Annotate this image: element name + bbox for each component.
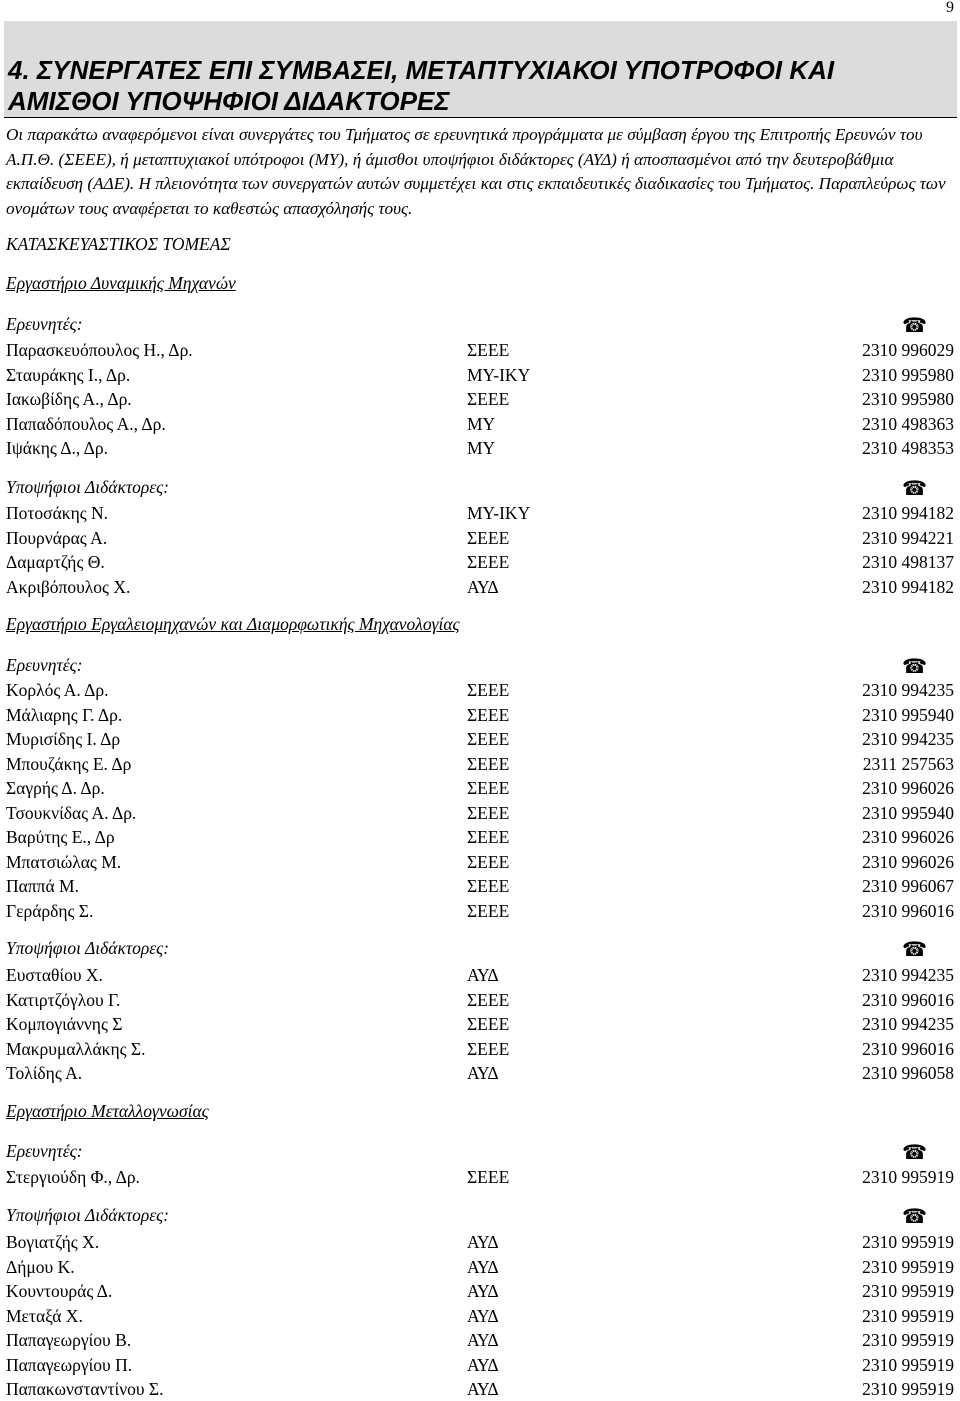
list-item [0,776,960,800]
phone-number: 2310 994221 [862,527,954,548]
list-item [0,727,960,751]
employment-status: ΣΕΕΕ [467,729,510,749]
employment-status: ΣΕΕΕ [467,989,510,1010]
employment-status: ΣΕΕΕ [467,389,510,409]
employment-status: ΑΥΔ [467,1256,499,1277]
phone-icon: ☎ [902,1140,927,1164]
phone-number: 2310 995919 [862,1256,954,1277]
person-name: Παπαδόπουλος Α., Δρ. [6,413,166,434]
list-item [0,899,960,923]
group-label: Υποψήφιοι Διδάκτορες: [6,1205,170,1225]
list-item [0,1165,960,1189]
employment-status: ΣΕΕΕ [467,1167,510,1187]
phone-number: 2310 994235 [862,729,954,749]
person-name: Τσουκνίδας Α. Δρ. [6,802,137,823]
employment-status: ΑΥΔ [467,1305,499,1326]
employment-status: ΑΥΔ [467,965,499,985]
person-name: Δαμαρτζής Θ. [6,552,105,572]
phone-number: 2310 995919 [862,1379,954,1399]
list-item [0,436,960,460]
group-label: Ερευνητές: [6,314,83,334]
list-item [0,1012,960,1036]
phone-icon: ☎ [902,313,927,337]
phone-number: 2310 498363 [862,413,954,434]
list-item [0,752,960,776]
phone-number: 2310 995940 [862,704,954,725]
lab-title: Εργαστήριο Μεταλλογνωσίας [6,1101,209,1121]
lab-title: Εργαστήριο Εργαλειομηχανών και Διαμορφωτικής Μηχανολογίας [6,614,460,634]
employment-status: ΣΕΕΕ [467,680,510,700]
person-name: Δήμου Κ. [6,1256,75,1277]
phone-number: 2310 996026 [862,778,954,798]
group-label: Υποψήφιοι Διδάκτορες: [6,938,170,958]
person-name: Μακρυμαλλάκης Σ. [6,1038,146,1059]
list-item [0,1377,960,1401]
employment-status: ΑΥΔ [467,1063,499,1083]
person-name: Παπαγεωργίου Β. [6,1330,132,1350]
list-item [0,1037,960,1061]
person-name: Ποτοσάκης Ν. [6,503,109,523]
list-item [0,501,960,525]
list-item [0,1255,960,1279]
list-item [0,1279,960,1303]
person-name: Μάλιαρης Γ. Δρ. [6,704,123,725]
person-name: Μπουζάκης Ε. Δρ [6,753,132,774]
employment-status: ΑΥΔ [467,1354,499,1375]
person-name: Σαγρής Δ. Δρ. [6,778,105,798]
person-name: Παπαγεωργίου Π. [6,1354,133,1375]
phone-number: 2310 996067 [862,876,954,896]
employment-status: ΣΕΕΕ [467,753,510,774]
employment-status: ΣΕΕΕ [467,827,510,847]
employment-status: ΑΥΔ [467,1379,499,1399]
list-item [0,801,960,825]
person-name: Ιακωβίδης Α., Δρ. [6,389,132,409]
phone-number: 2310 995919 [862,1330,954,1350]
person-name: Παππά Μ. [6,876,79,896]
list-item [0,1230,960,1254]
person-name: Παρασκευόπουλος Η., Δρ. [6,340,193,360]
phone-number: 2310 994182 [862,576,954,597]
phone-number: 2310 996026 [862,827,954,847]
phone-number: 2310 498137 [862,552,954,572]
group-label: Υποψήφιοι Διδάκτορες: [6,477,170,497]
person-name: Ευσταθίου Χ. [6,965,103,985]
group-label: Ερευνητές: [6,1141,83,1161]
employment-status: ΣΕΕΕ [467,1038,510,1059]
person-name: Γεράρδης Σ. [6,900,94,921]
phone-icon: ☎ [902,654,927,678]
phone-number: 2310 996016 [862,900,954,921]
phone-number: 2310 995919 [862,1305,954,1326]
person-name: Στεργιούδη Φ., Δρ. [6,1167,140,1187]
person-name: Σταυράκης Ι., Δρ. [6,364,131,385]
phone-number: 2310 994235 [862,965,954,985]
person-name: Βαρύτης Ε., Δρ [6,827,115,847]
phone-number: 2310 995919 [862,1281,954,1301]
phone-number: 2310 996016 [862,1038,954,1059]
employment-status: ΣΕΕΕ [467,802,510,823]
phone-icon: ☎ [902,476,927,500]
phone-number: 2310 994235 [862,680,954,700]
list-item [0,575,960,599]
employment-status: ΜΥ-ΙΚΥ [467,503,531,523]
list-item [0,387,960,411]
person-name: Κορλός Α. Δρ. [6,680,109,700]
employment-status: ΜΥ-ΙΚΥ [467,364,531,385]
person-name: Μεταξά Χ. [6,1305,83,1326]
employment-status: ΣΕΕΕ [467,340,510,360]
list-item [0,1328,960,1352]
person-name: Ακριβόπουλος Χ. [6,576,131,597]
employment-status: ΜΥ [467,413,496,434]
employment-status: ΣΕΕΕ [467,704,510,725]
list-item [0,850,960,874]
list-item [0,1061,960,1085]
list-item [0,1353,960,1377]
list-item [0,963,960,987]
list-item [0,526,960,550]
person-name: Παπακωνσταντίνου Σ. [6,1379,164,1399]
employment-status: ΣΕΕΕ [467,851,510,872]
page-number: 9 [946,0,954,16]
section-heading: 4. ΣΥΝΕΡΓΑΤΕΣ ΕΠΙ ΣΥΜΒΑΣΕΙ, ΜΕΤΑΠΤΥΧΙΑΚΟΙ ΥΠΟΤΡΟΦΟΙ ΚΑΙ ΑΜΙΣΘΟΙ ΥΠΟΨΗΦΙΟΙ ΔΙΔΑΚΤΟΡΕΣ [8,55,835,116]
phone-number: 2310 995980 [862,364,954,385]
list-item [0,1304,960,1328]
employment-status: ΣΕΕΕ [467,527,510,548]
lab-title: Εργαστήριο Δυναμικής Μηχανών [6,273,236,293]
phone-number: 2310 995919 [862,1354,954,1375]
phone-number: 2310 994235 [862,1014,954,1034]
phone-number: 2310 995940 [862,802,954,823]
employment-status: ΑΥΔ [467,1330,499,1350]
employment-status: ΑΥΔ [467,576,499,597]
employment-status: ΣΕΕΕ [467,876,510,896]
phone-number: 2310 996016 [862,989,954,1010]
phone-number: 2310 996026 [862,851,954,872]
person-name: Μπατσιώλας Μ. [6,851,122,872]
employment-status: ΣΕΕΕ [467,552,510,572]
phone-number: 2310 995919 [862,1167,954,1187]
person-name: Ιψάκης Δ., Δρ. [6,438,109,458]
phone-icon: ☎ [902,937,927,961]
person-name: Κομπογιάννης Σ [6,1014,123,1034]
list-item [0,825,960,849]
phone-number: 2310 996029 [862,340,954,360]
employment-status: ΑΥΔ [467,1232,499,1252]
person-name: Τολίδης Α. [6,1063,83,1083]
person-name: Βογιατζής Χ. [6,1232,100,1252]
phone-icon: ☎ [902,1204,927,1228]
phone-number: 2310 995980 [862,389,954,409]
employment-status: ΣΕΕΕ [467,1014,510,1034]
list-item [0,703,960,727]
person-name: Κατιρτζόγλου Γ. [6,989,121,1010]
phone-number: 2311 257563 [862,753,954,774]
list-item [0,874,960,898]
phone-number: 2310 996058 [862,1063,954,1083]
list-item [0,550,960,574]
group-label: Ερευνητές: [6,655,83,675]
list-item [0,678,960,702]
phone-number: 2310 994182 [862,503,954,523]
employment-status: ΑΥΔ [467,1281,499,1301]
intro-paragraph: Οι παρακάτω αναφερόμενοι είναι συνεργάτες του Τμήματος σε ερευνητικά προγράμματα με σύμβαση έργου της Επιτροπής Ερευνών του Α.Π.Θ. (ΣΕΕΕ), ή μεταπτυχιακοί υπότροφοι (ΜΥ), ή άμισθοι υποψήφιοι διδάκτορες (ΑΥΔ) ή αποσπασμένοι από την δευτεροβάθμια εκπαίδευση (ΑΔΕ). Η πλειονότητα των συνεργατών αυτών συμμετέχει και στις εκπαιδευτικές διαδικασίες του Τμήματος. Παραπλεύρως των ονομάτων τους αναφέρεται το καθεστώς απασχόλησής τους. [6,125,946,218]
employment-status: ΜΥ [467,438,496,458]
person-name: Πουρνάρας Α. [6,527,108,548]
list-item [0,363,960,387]
sector-title: ΚΑΤΑΣΚΕΥΑΣΤΙΚΟΣ ΤΟΜΕΑΣ [6,234,231,254]
list-item [0,412,960,436]
employment-status: ΣΕΕΕ [467,778,510,798]
list-item [0,988,960,1012]
person-name: Μυρισίδης Ι. Δρ [6,729,121,749]
phone-number: 2310 995919 [862,1232,954,1252]
person-name: Κουντουράς Δ. [6,1281,113,1301]
list-item [0,338,960,362]
employment-status: ΣΕΕΕ [467,900,510,921]
phone-number: 2310 498353 [862,438,954,458]
